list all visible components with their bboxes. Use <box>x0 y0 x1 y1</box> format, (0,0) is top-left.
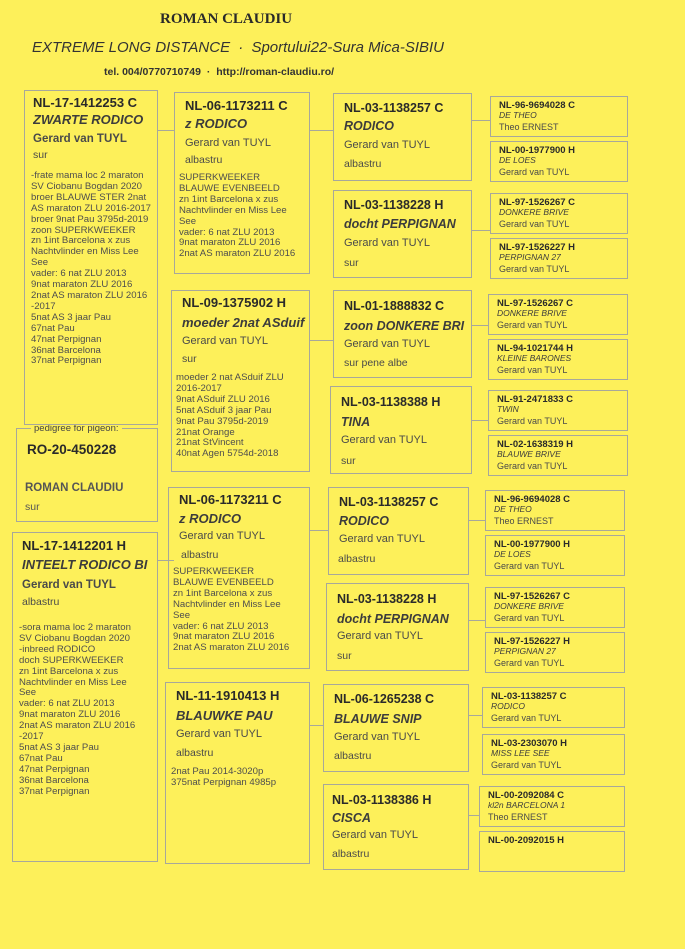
connector-line <box>472 420 488 421</box>
color: sur <box>33 149 48 161</box>
pigeon-name: PERPIGNAN 27 <box>494 647 556 656</box>
breeder: Gerard van TUYL <box>497 365 568 375</box>
ring-number: NL-06-1265238 C <box>334 692 435 706</box>
breeder: Gerard van TUYL <box>344 139 431 151</box>
g4-box-9 <box>485 490 625 531</box>
subject-pigeon-box <box>16 423 158 522</box>
pigeon-notes: moeder 2 nat ASduif ZLU 2016-2017 9nat ASduif ZLU 2016 5nat ASduif 3 jaar Pau 9nat Pau 3795d-2019 21nat Orange 21nat StVincent 40nat Agen 5754d-2018 <box>176 372 284 460</box>
breeder: Theo ERNEST <box>494 516 554 526</box>
subtitle <box>32 39 444 56</box>
g4-box-12 <box>485 632 625 673</box>
g4-box-16 <box>479 831 625 872</box>
color: albastru <box>338 553 376 565</box>
breeder: Gerard van TUYL <box>491 760 562 770</box>
breeder: Gerard van TUYL <box>182 335 269 347</box>
pigeon-notes: SUPERKWEEKER BLAUWE EVENBEELD zn 1int Barcelona x zus Nachtvlinder en Miss Lee See vader: 6 nat ZLU 2013 9nat maraton ZLU 2016 2nat AS maraton ZLU 2016 <box>179 172 296 260</box>
breeder: Gerard van TUYL <box>499 264 570 274</box>
phone-text: tel. 004/0770710749 <box>104 66 201 78</box>
ring-number: NL-03-1138257 C <box>344 101 444 115</box>
g4-box-8 <box>488 435 628 476</box>
connector-line <box>310 340 333 341</box>
g4-box-13 <box>482 687 625 728</box>
pigeon-name: RODICO <box>344 119 394 133</box>
color: sur <box>337 650 352 662</box>
pigeon-name: moeder 2nat ASduif <box>182 315 305 330</box>
breeder: Gerard van TUYL <box>499 167 570 177</box>
g3-box-4 <box>330 386 472 474</box>
breeder: Gerard van TUYL <box>339 533 426 545</box>
breeder: Gerard van TUYL <box>176 728 263 740</box>
ring-number: NL-94-1021744 H <box>497 343 574 354</box>
pigeon-name: ZWARTE RODICO <box>33 112 144 127</box>
grandparent-box-2 <box>171 290 310 472</box>
breeder: Gerard van TUYL <box>344 338 431 350</box>
ring-number: NL-17-1412201 H <box>22 538 127 553</box>
g4-box-11 <box>485 587 625 628</box>
pigeon-name: docht PERPIGNAN <box>344 217 456 231</box>
ring-number: NL-01-1888832 C <box>344 299 445 313</box>
breeder: Gerard van TUYL <box>179 530 266 542</box>
pigeon-name: TINA <box>341 415 371 429</box>
ring-number: NL-03-1138386 H <box>332 793 432 807</box>
website-link[interactable]: http://roman-claudiu.ro/ <box>216 66 335 78</box>
ring-number: NL-09-1375902 H <box>182 295 287 310</box>
ring-number: NL-03-1138228 H <box>337 592 437 606</box>
color: albastru <box>176 747 214 759</box>
connector-line <box>469 620 485 621</box>
pigeon-name: RODICO <box>491 702 525 711</box>
g3-box-5 <box>328 487 469 575</box>
pigeon-name: DONKERE BRIVE <box>494 602 564 611</box>
g4-box-3 <box>490 193 628 234</box>
pigeon-name: INTEELT RODICO BI <box>22 557 148 572</box>
breeder: Gerard van TUYL <box>185 137 272 149</box>
pigeon-notes: -frate mama loc 2 maraton SV Ciobanu Bogdan 2020 broer BLAUWE STER 2nat AS maraton ZLU 2016-2017 broer 9nat Pau 3795d-2019 zoon SUPERKWEEKER zn 1int Barcelona x zus Nachtvlinder en Miss Lee See vader: 6 nat ZLU 2013 9nat maraton ZLU 2016 2nat AS maraton ZLU 2016 -2017 5nat AS 3 jaar Pau 67nat Pau 47nat Perpignan 36nat Barcelona 37nat Perpignan <box>31 170 151 367</box>
g4-box-6 <box>488 339 628 380</box>
g4-box-5 <box>488 294 628 335</box>
breeder: Gerard van TUYL <box>494 613 565 623</box>
breeder: Gerard van TUYL <box>494 658 565 668</box>
subject-color: sur <box>25 501 40 513</box>
pigeon-name: DONKERE BRIVE <box>497 309 567 318</box>
subject-owner: ROMAN CLAUDIU <box>25 482 124 494</box>
pigeon-name: BLAUWE BRIVE <box>497 450 561 459</box>
breeder: Gerard van TUYL <box>33 133 127 145</box>
pigeon-name: CISCA <box>332 811 371 825</box>
contact-separator: · <box>206 66 211 78</box>
breeder: Gerard van TUYL <box>334 731 421 743</box>
g4-box-1 <box>490 96 628 137</box>
g3-box-2 <box>333 190 472 278</box>
pigeon-name: DE THEO <box>494 505 532 514</box>
pigeon-name: z RODICO <box>179 511 242 526</box>
g3-box-1 <box>333 93 472 181</box>
connector-line <box>472 230 490 231</box>
connector-line <box>469 520 485 521</box>
g4-box-7 <box>488 390 628 431</box>
ring-number: NL-06-1173211 C <box>185 98 288 113</box>
g4-box-15 <box>479 786 625 827</box>
g3-box-8 <box>323 784 469 870</box>
parent-box-dam <box>12 532 158 862</box>
contact-line <box>104 66 334 78</box>
color: albastru <box>344 158 382 170</box>
connector-line <box>469 815 479 816</box>
connector-line <box>472 120 490 121</box>
pigeon-name: zoon DONKERE BRI <box>344 319 465 333</box>
ring-number: NL-03-1138257 C <box>339 495 439 509</box>
grandparent-box-4 <box>165 682 310 864</box>
color: sur <box>341 455 356 467</box>
color: albastru <box>181 549 219 561</box>
g4-box-2 <box>490 141 628 182</box>
ring-number: NL-00-2092084 C <box>488 790 565 801</box>
connector-line <box>469 715 482 716</box>
grandparent-box-1 <box>174 92 310 274</box>
ring-number: NL-03-1138257 C <box>491 691 567 702</box>
ring-number: NL-97-1526267 C <box>494 591 571 602</box>
ring-number: NL-03-1138228 H <box>344 198 444 212</box>
g3-box-3 <box>333 290 472 378</box>
pigeon-notes: 2nat Pau 2014-3020p 375nat Perpignan 4985p <box>171 766 277 788</box>
pigeon-name: KLEINE BARONES <box>497 354 572 363</box>
g3-box-7 <box>323 684 469 772</box>
pigeon-name: DE LOES <box>494 550 531 559</box>
breeder: Gerard van TUYL <box>491 713 562 723</box>
pigeon-notes: SUPERKWEEKER BLAUWE EVENBEELD zn 1int Barcelona x zus Nachtvlinder en Miss Lee See vader: 6 nat ZLU 2013 9nat maraton ZLU 2016 2nat AS maraton ZLU 2016 <box>173 566 290 654</box>
ring-number: NL-00-1977900 H <box>494 539 571 550</box>
breeder: Gerard van TUYL <box>341 434 428 446</box>
breeder: Gerard van TUYL <box>497 416 568 426</box>
pigeon-name: TWIN <box>497 405 519 414</box>
g4-box-4 <box>490 238 628 279</box>
breeder: Gerard van TUYL <box>497 320 568 330</box>
breeder: Gerard van TUYL <box>337 630 424 642</box>
color: albastru <box>185 154 223 166</box>
ring-number: NL-97-1526267 C <box>497 298 574 309</box>
breeder: Gerard van TUYL <box>497 461 568 471</box>
pigeon-name: kl2n BARCELONA 1 <box>488 801 566 810</box>
subtitle-separator: · <box>238 39 244 56</box>
g3-box-6 <box>326 583 469 671</box>
pigeon-name: DE THEO <box>499 111 537 120</box>
parent-box-sire <box>24 90 158 425</box>
breeder: Gerard van TUYL <box>494 561 565 571</box>
pigeon-name: BLAUWE SNIP <box>334 712 422 726</box>
breeder: Gerard van TUYL <box>344 237 431 249</box>
color: sur <box>182 353 197 365</box>
connector-line <box>472 325 488 326</box>
ring-number: NL-97-1526227 H <box>499 242 576 253</box>
ring-number: NL-91-2471833 C <box>497 394 574 405</box>
ring-number: NL-96-9694028 C <box>499 100 576 111</box>
connector-line <box>158 130 174 131</box>
owner-title: ROMAN CLAUDIU <box>160 11 293 27</box>
pigeon-name: BLAUWKE PAU <box>176 708 273 723</box>
subject-ring: RO-20-450228 <box>27 442 117 457</box>
pigeon-name: MISS LEE SEE <box>491 749 550 758</box>
ring-number: NL-17-1412253 C <box>33 95 138 110</box>
pigeon-name: z RODICO <box>185 116 248 131</box>
pigeon-name: DONKERE BRIVE <box>499 208 569 217</box>
pedigree-label: pedigree for pigeon: <box>31 423 122 434</box>
ring-number: NL-97-1526267 C <box>499 197 576 208</box>
pigeon-name: RODICO <box>339 514 389 528</box>
subtitle-left: EXTREME LONG DISTANCE <box>32 39 231 56</box>
breeder: Gerard van TUYL <box>332 829 419 841</box>
pigeon-notes: -sora mama loc 2 maraton SV Ciobanu Bogdan 2020 -inbreed RODICO doch SUPERKWEEKER zn 1int Barcelona x zus Nachtvlinder en Miss Lee See vader: 6 nat ZLU 2013 9nat maraton ZLU 2016 2nat AS maraton ZLU 2016 -2017 5nat AS 3 jaar Pau 67nat Pau 47nat Perpignan 36nat Barcelona 37nat Perpignan <box>19 622 136 797</box>
breeder: Gerard van TUYL <box>499 219 570 229</box>
ring-number: NL-11-1910413 H <box>176 688 280 703</box>
breeder: Theo ERNEST <box>488 812 548 822</box>
subtitle-right: Sportului22-Sura Mica-SIBIU <box>251 39 445 56</box>
color: albastru <box>22 596 60 608</box>
grandparent-box-3 <box>168 487 310 669</box>
color: sur <box>344 257 359 269</box>
ring-number: NL-03-1138388 H <box>341 395 441 409</box>
connector-line <box>310 130 333 131</box>
ring-number: NL-96-9694028 C <box>494 494 571 505</box>
ring-number: NL-02-1638319 H <box>497 439 574 450</box>
color: albastru <box>334 750 372 762</box>
connector-line <box>310 530 328 531</box>
g4-box-14 <box>482 734 625 775</box>
g4-box-10 <box>485 535 625 576</box>
pigeon-name: PERPIGNAN 27 <box>499 253 561 262</box>
ring-number: NL-00-2092015 H <box>488 835 565 846</box>
breeder: Theo ERNEST <box>499 122 559 132</box>
ring-number: NL-06-1173211 C <box>179 492 282 507</box>
ring-number: NL-97-1526227 H <box>494 636 571 647</box>
color: albastru <box>332 848 370 860</box>
pigeon-name: DE LOES <box>499 156 536 165</box>
ring-number: NL-00-1977900 H <box>499 145 576 156</box>
breeder: Gerard van TUYL <box>22 579 116 591</box>
pigeon-name: docht PERPIGNAN <box>337 612 449 626</box>
connector-line <box>310 725 323 726</box>
ring-number: NL-03-2303070 H <box>491 738 568 749</box>
color: sur pene albe <box>344 357 408 369</box>
